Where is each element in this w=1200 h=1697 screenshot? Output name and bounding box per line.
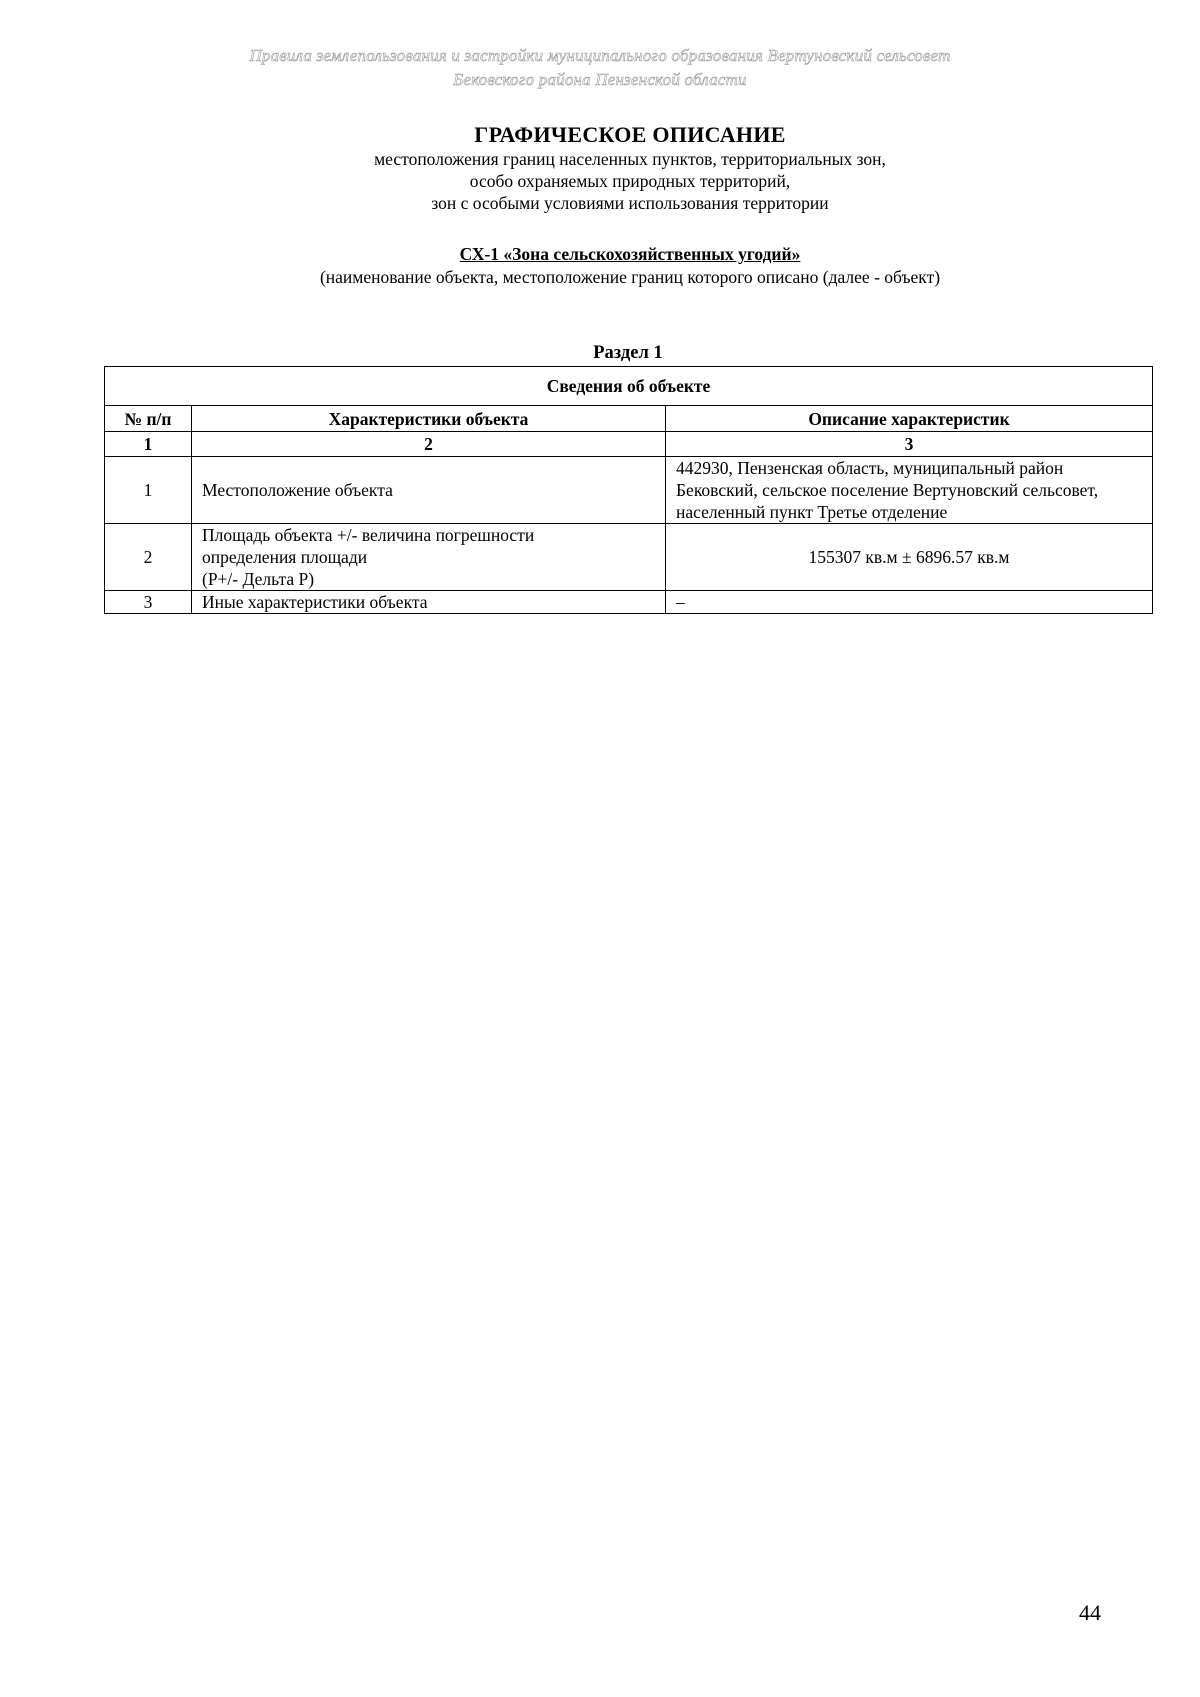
column-number-3: 3 [666, 432, 1153, 457]
row-description: 155307 кв.м ± 6896.57 кв.м [666, 524, 1153, 591]
column-number-1: 1 [105, 432, 192, 457]
row-number: 3 [105, 591, 192, 614]
row-characteristic-line-1: Площадь объекта +/- величина погрешности [202, 525, 535, 545]
running-header-line-1: Правила землепользования и застройки муниципального образования Вертуновский сельсовет [249, 46, 951, 65]
row-number: 2 [105, 524, 192, 591]
table-caption: Сведения об объекте [105, 367, 1153, 406]
header-characteristic: Характеристики объекта [192, 406, 666, 432]
row-characteristic: Иные характеристики объекта [192, 591, 666, 614]
document-title: ГРАФИЧЕСКОЕ ОПИСАНИЕ [474, 122, 786, 147]
row-characteristic-line-3: (P+/- Дельта P) [202, 569, 315, 589]
row-number: 1 [105, 457, 192, 524]
row-characteristic: Местоположение объекта [192, 457, 666, 524]
row-characteristic-line-2: определения площади [202, 547, 368, 567]
object-caption: (наименование объекта, местоположение границ которого описано (далее - объект) [319, 267, 941, 287]
table-column-numbers-row [105, 432, 1153, 457]
running-header [150, 44, 1050, 92]
table-header-row [105, 406, 1153, 432]
table-row [105, 591, 1153, 614]
row-description: – [666, 591, 1153, 614]
document-subtitle-line-2: особо охраняемых природных территорий, [469, 171, 791, 191]
row-description: 442930, Пензенская область, муниципальный район Бековский, сельское поселение Вертуновский сельсовет, населенный пункт Третье отделение [666, 457, 1153, 524]
document-subtitle-line-1: местоположения границ населенных пунктов, территориальных зон, [374, 149, 886, 169]
object-info-table [104, 366, 1153, 614]
title-block [150, 122, 1110, 214]
object-name: СХ-1 «Зона сельскохозяйственных угодий» [459, 244, 801, 264]
document-subtitle-line-3: зон с особыми условиями использования территории [431, 193, 829, 213]
page-number: 44 [1079, 1600, 1101, 1625]
column-number-2: 2 [192, 432, 666, 457]
running-header-line-2: Бековского района Пензенской области [453, 70, 747, 89]
table-row [105, 457, 1153, 524]
header-number: № п/п [105, 406, 192, 432]
row-characteristic [192, 524, 666, 591]
section-title: Раздел 1 [593, 343, 663, 363]
header-description: Описание характеристик [666, 406, 1153, 432]
table-caption-row [105, 367, 1153, 406]
table-row [105, 524, 1153, 591]
